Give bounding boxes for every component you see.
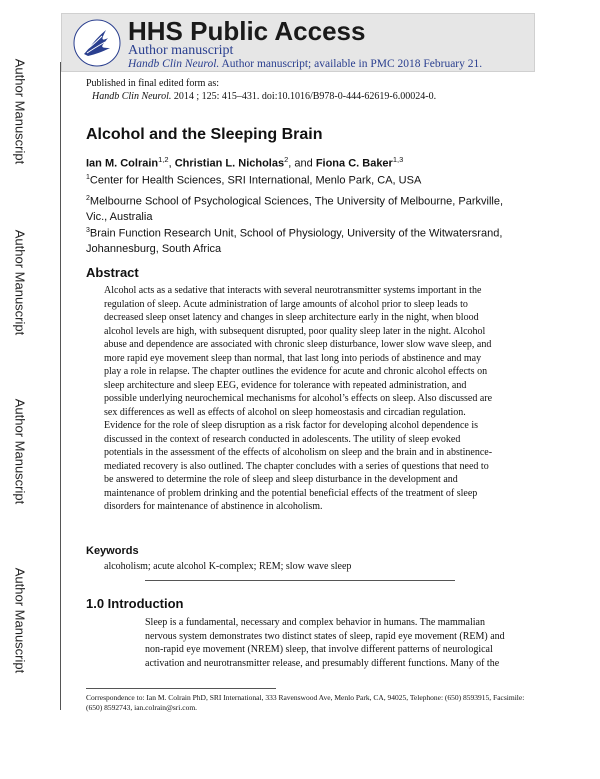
published-block	[86, 77, 436, 103]
keywords-divider	[145, 580, 455, 581]
citation-journal: Handb Clin Neurol.	[92, 91, 172, 102]
introduction-text: Sleep is a fundamental, necessary and complex behavior in humans. The mammalian nervous system demonstrates two distinct states of sleep, rapid eye movement (REM) and non-rapid eye movement (NREM) sleep, that involve different patterns of neurological activation and neurotransmitter release, and presumably different functions. Many of the	[145, 617, 505, 669]
side-label-2	[6, 207, 34, 357]
author-name: Ian M. Colrain	[86, 157, 159, 170]
author-affil-sup: 1,3	[392, 155, 404, 164]
keywords-heading: Keywords	[86, 545, 139, 557]
hhs-header-banner	[61, 13, 535, 72]
published-label: Published in final edited form as:	[86, 78, 220, 89]
author-affil-sup: 2	[284, 155, 289, 164]
hhs-eagle-logo-icon	[72, 18, 122, 68]
side-label-text: Author Manuscript	[12, 567, 28, 673]
affiliation-number: 1	[86, 174, 90, 181]
introduction-heading: 1.0 Introduction	[86, 596, 184, 611]
affiliation-text: Melbourne School of Psychological Sciences, The University of Melbourne, Parkville, Vic., Australia	[86, 195, 504, 223]
header-journal-line	[128, 58, 482, 70]
affiliation-number: 3	[86, 227, 90, 234]
side-label-1	[6, 36, 34, 186]
affiliation-text: Center for Health Sciences, SRI International, Menlo Park, CA, USA	[89, 174, 422, 187]
header-journal-abbrev: Handb Clin Neurol.	[128, 58, 220, 70]
side-rule	[60, 62, 61, 710]
keywords-text: alcoholism; acute alcohol K-complex; REM; slow wave sleep	[104, 561, 352, 572]
correspondence-footnote: Correspondence to: Ian M. Colrain PhD, SRI International, 333 Ravenswood Ave, Menlo Park, CA, 94025, Telephone: (650) 8593915, Facsimile: (650) 8592743, ian.colrain@sri.com.	[86, 693, 525, 712]
affiliation-1	[86, 170, 526, 189]
header-title: HHS Public Access	[128, 16, 366, 46]
abstract-heading: Abstract	[86, 265, 139, 280]
author-name: Christian L. Nicholas	[174, 157, 285, 170]
affiliation-text: Brain Function Research Unit, School of Physiology, University of the Witwatersrand, Johannesburg, South Africa	[86, 227, 503, 255]
author-list	[86, 155, 403, 170]
citation-details: 2014 ; 125: 415–431. doi:10.1016/B978-0-444-62619-6.00024-0.	[171, 91, 437, 102]
header-availability: Author manuscript; available in PMC 2018 February 21.	[219, 58, 483, 70]
affiliation-number: 2	[86, 195, 90, 202]
affiliation-3	[86, 223, 526, 257]
footnote-divider	[86, 688, 276, 689]
citation-line	[86, 90, 436, 103]
side-label-text: Author Manuscript	[12, 58, 28, 164]
article-title: Alcohol and the Sleeping Brain	[86, 126, 323, 143]
side-label-3	[6, 376, 34, 526]
affiliation-2	[86, 191, 526, 225]
header-subtitle: Author manuscript	[128, 43, 234, 58]
side-labels	[0, 0, 40, 779]
side-label-text: Author Manuscript	[12, 229, 28, 335]
author-affil-sup: 1,2	[158, 155, 169, 164]
author-name: Fiona C. Baker	[315, 157, 393, 170]
abstract-text: Alcohol acts as a sedative that interacts with several neurotransmitter systems important in the regulation of sleep. Acute administration of large amounts of alcohol prior to sleep leads to decreased sleep onset latency and changes in sleep architecture early in the night, when blood alcohol levels are high, with subsequent disrupted, poor quality sleep later in the night. Alcohol abuse and dependence are associated with chronic sleep disturbance, lower slow wave sleep, and more rapid eye movement sleep than normal, that last long into periods of abstinence and may play a role in relapse. The chapter outlines the evidence for acute and chronic alcohol effects on sleep architecture and sleep EEG, evidence for tolerance with repeated administration, and possible underlying neurochemical mechanisms for alcohol’s effects on sleep. Also discussed are sex differences as well as effects of alcohol on sleep homeostasis and circadian regulation. Evidence for the role of sleep disruption as a risk factor for developing alcohol dependence is discussed in the context of research conducted in adolescents. The utility of sleep evoked potentials in the assessment of the effects of alcoholism on sleep and the brain and in abstinence-mediated recovery is also outlined. The chapter concludes with a series of questions that need to be answered to determine the role of sleep and sleep disturbance in the development and maintenance of problem drinking and the potential beneficial effects of the treatment of sleep disorders for maintenance of abstinence in alcoholism.	[104, 285, 493, 512]
side-label-4	[6, 545, 34, 695]
author-separator: , and	[288, 157, 316, 170]
side-label-text: Author Manuscript	[12, 398, 28, 504]
author-separator: ,	[168, 157, 175, 170]
